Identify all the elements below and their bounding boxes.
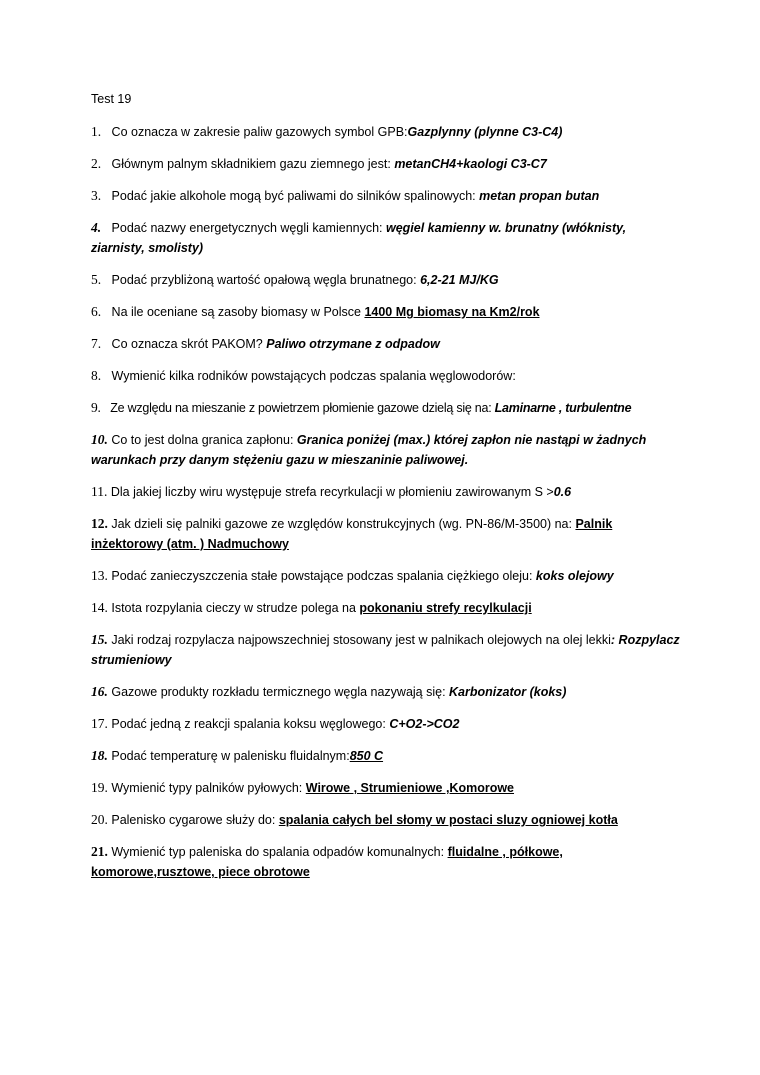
question-7 [91, 334, 681, 354]
question-text: Gazowe produkty rozkładu termicznego węgla nazywają się: [111, 685, 450, 699]
question-text: Podać zanieczyszczenia stałe powstające podczas spalania ciężkiego oleju: [111, 569, 536, 583]
answer-text: fluidalne , półkowe, komorowe,rusztowe, piece obrotowe [91, 845, 563, 879]
answer-text: Wirowe , Strumieniowe ,Komorowe [305, 781, 515, 795]
question-text: Głównym palnym składnikiem gazu ziemnego jest: [111, 157, 395, 171]
question-text: Ze względu na mieszanie z powietrzem płomienie gazowe dzielą się na: [110, 401, 495, 415]
question-text: Wymienić kilka rodników powstających podczas spalania węglowodorów: [111, 369, 516, 383]
answer-text: : Rozpylacz strumieniowy [91, 633, 680, 667]
question-number: 17. [91, 716, 108, 731]
question-12 [91, 514, 681, 554]
question-number: 2. [91, 156, 102, 171]
question-number: 20. [91, 812, 108, 827]
answer-text: C+O2->CO2 [389, 717, 460, 731]
question-number: 19. [91, 780, 108, 795]
question-18 [91, 746, 681, 766]
question-number: 9. [91, 400, 101, 415]
question-8 [91, 366, 681, 386]
question-4 [91, 218, 681, 258]
question-number: 6. [91, 304, 102, 319]
question-text: Podać przybliżoną wartość opałową węgla brunatnego: [111, 273, 421, 287]
answer-text: węgiel kamienny w. brunatny (włóknisty, ziarnisty, smolisty) [91, 221, 627, 255]
question-text: Istota rozpylania cieczy w strudze polega na [111, 601, 360, 615]
question-text: Co to jest dolna granica zapłonu: [111, 433, 297, 447]
question-list [91, 122, 681, 882]
question-number: 1. [91, 124, 102, 139]
question-number: 15. [91, 632, 108, 647]
answer-text: 850 C [349, 749, 384, 763]
question-16 [91, 682, 681, 702]
answer-text: pokonaniu strefy recylkulacji [359, 601, 532, 615]
answer-text: metanCH4+kaologi C3-C7 [394, 157, 547, 171]
question-20 [91, 810, 681, 830]
question-17 [91, 714, 681, 734]
answer-text: Paliwo otrzymane z odpadow [266, 337, 440, 351]
question-number: 7. [91, 336, 102, 351]
question-number: 8. [91, 368, 102, 383]
question-15 [91, 630, 681, 670]
question-5 [91, 270, 681, 290]
answer-text: Palnik inżektorowy (atm. ) Nadmuchowy [91, 517, 613, 551]
answer-text: 1400 Mg biomasy na Km2/rok [364, 305, 540, 319]
answer-text: 6,2-21 MJ/KG [420, 273, 499, 287]
question-text: Jaki rodzaj rozpylacza najpowszechniej stosowany jest w palnikach olejowych na olej lekki [111, 633, 611, 647]
question-number: 5. [91, 272, 102, 287]
question-13 [91, 566, 681, 586]
document-title: Test 19 [91, 92, 132, 106]
answer-text: spalania całych bel słomy w postaci sluzy ogniowej kotła [278, 813, 618, 827]
question-number: 18. [91, 748, 108, 763]
answer-text: koks olejowy [535, 569, 614, 583]
question-text: Palenisko cygarowe służy do: [111, 813, 279, 827]
question-text: Co oznacza w zakresie paliw gazowych symbol GPB: [111, 125, 408, 139]
question-14 [91, 598, 681, 618]
question-number: 14. [91, 600, 108, 615]
question-number: 16. [91, 684, 108, 699]
question-text: Podać jakie alkohole mogą być paliwami do silników spalinowych: [111, 189, 480, 203]
question-number: 21. [91, 844, 108, 859]
question-2 [91, 154, 681, 174]
question-10 [91, 430, 681, 470]
question-text: Jak dzieli się palniki gazowe ze względów konstrukcyjnych (wg. PN-86/M-3500) na: [111, 517, 576, 531]
question-number: 4. [91, 220, 102, 235]
question-number: 10. [91, 432, 108, 447]
question-text: Podać jedną z reakcji spalania koksu węglowego: [111, 717, 390, 731]
question-text: Podać nazwy energetycznych węgli kamiennych: [111, 221, 386, 235]
question-number: 11. [91, 484, 108, 499]
question-text: Co oznacza skrót PAKOM? [111, 337, 267, 351]
question-text: Dla jakiej liczby wiru występuje strefa recyrkulacji w płomieniu zawirowanym S > [110, 485, 554, 499]
question-9 [91, 398, 681, 418]
question-1 [91, 122, 681, 142]
answer-text: 0.6 [553, 485, 572, 499]
question-3 [91, 186, 681, 206]
answer-text: Laminarne , turbulentne [494, 401, 632, 415]
question-text: Na ile oceniane są zasoby biomasy w Polsce [111, 305, 365, 319]
question-text: Wymienić typy palników pyłowych: [111, 781, 306, 795]
question-number: 13. [91, 568, 108, 583]
question-number: 12. [91, 516, 108, 531]
question-19 [91, 778, 681, 798]
answer-text: Karbonizator (koks) [449, 685, 567, 699]
question-6 [91, 302, 681, 322]
answer-text: Granica poniżej (max.) której zapłon nie nastąpi w żadnych warunkach przy danym stężeniu gazu w mieszaninie paliwowej. [91, 433, 647, 467]
answer-text: metan propan butan [479, 189, 600, 203]
question-text: Wymienić typ paleniska do spalania odpadów komunalnych: [111, 845, 448, 859]
question-text: Podać temperaturę w palenisku fluidalnym: [111, 749, 350, 763]
question-number: 3. [91, 188, 102, 203]
question-21 [91, 842, 681, 882]
question-11 [91, 482, 681, 502]
answer-text: Gazplynny (plynne C3-C4) [407, 125, 563, 139]
